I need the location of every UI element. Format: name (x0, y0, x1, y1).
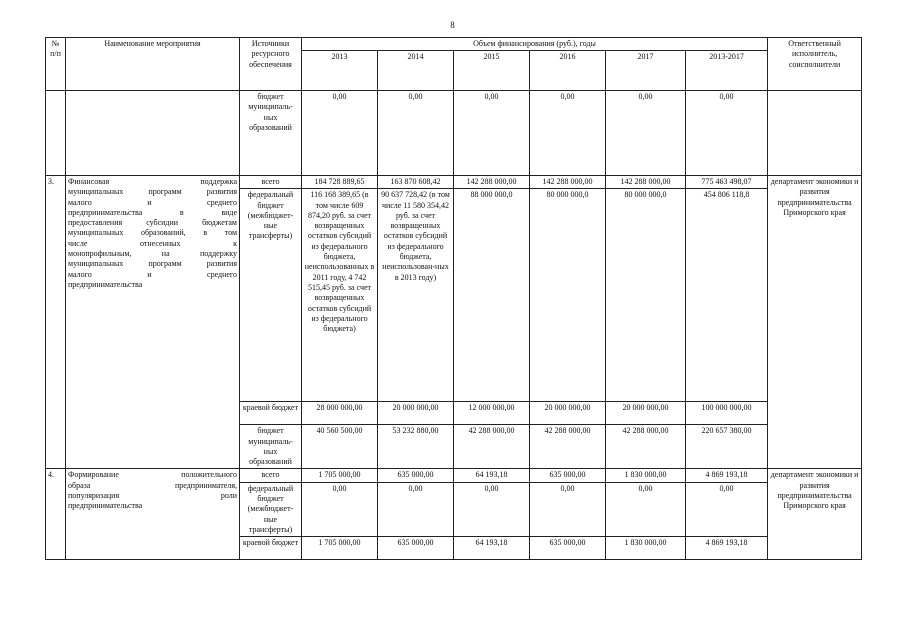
value-cell: 142 288 000,00 (454, 176, 530, 189)
value-cell: 635 000,00 (530, 537, 606, 560)
header-row (46, 38, 862, 51)
value-cell: 4 869 193,18 (686, 537, 768, 560)
funding-table (45, 37, 862, 560)
value-cell: 220 657 380,00 (686, 425, 768, 469)
value-cell: 0,00 (454, 482, 530, 536)
value-cell: 42 288 000,00 (530, 425, 606, 469)
header-year: 2015 (454, 51, 530, 91)
value-cell: 0,00 (454, 91, 530, 176)
table-row (46, 91, 862, 176)
source-cell: федеральный бюджет (межбюджет-ные трансферты) (240, 189, 302, 402)
value-cell: 0,00 (606, 482, 686, 536)
value-cell: 0,00 (530, 482, 606, 536)
value-cell: 1 830 000,00 (606, 537, 686, 560)
value-cell: 42 288 000,00 (606, 425, 686, 469)
item-number: 4. (46, 469, 66, 560)
table-row (46, 469, 862, 482)
value-cell: 0,00 (686, 482, 768, 536)
value-cell: 0,00 (378, 482, 454, 536)
value-cell: 142 288 000,00 (606, 176, 686, 189)
source-cell: бюджет муниципаль-ных образований (240, 91, 302, 176)
responsible-cell: департамент экономики и развития предпринимательства Приморского края (768, 176, 862, 469)
value-cell: 0,00 (378, 91, 454, 176)
item-number: 3. (46, 176, 66, 469)
value-cell: 20 000 000,00 (530, 402, 606, 425)
header-name: Наименование мероприятия (66, 38, 240, 91)
value-cell: 12 000 000,00 (454, 402, 530, 425)
value-cell: 184 728 889,65 (302, 176, 378, 189)
value-cell: 0,00 (530, 91, 606, 176)
header-year: 2014 (378, 51, 454, 91)
value-cell: 80 000 000,0 (530, 189, 606, 402)
value-cell: 1 705 000,00 (302, 537, 378, 560)
source-cell: бюджет муниципаль-ных образований (240, 425, 302, 469)
value-cell: 42 288 000,00 (454, 425, 530, 469)
source-cell: всего (240, 176, 302, 189)
value-cell: 100 000 000,00 (686, 402, 768, 425)
value-cell: 20 000 000,00 (378, 402, 454, 425)
value-cell: 1 705 000,00 (302, 469, 378, 482)
header-funding: Объем финансирования (руб.), годы (302, 38, 768, 51)
value-cell: 53 232 880,00 (378, 425, 454, 469)
value-cell: 28 000 000,00 (302, 402, 378, 425)
value-cell: 0,00 (686, 91, 768, 176)
value-cell: 142 288 000,00 (530, 176, 606, 189)
value-cell: 64 193,18 (454, 537, 530, 560)
item-name: Формирование положительного образа предпринимателя, популяризация роли предпринимательства (66, 469, 240, 560)
value-cell: 116 168 389,65 (в том числе 609 874,20 руб. за счет возвращенных остатков субсидий из федерального бюджета, неиспользованных в 2011 году, 4 742 515,45 руб. за счет возвращенных остатков субсидий из федерального бюджета) (302, 189, 378, 402)
value-cell: 80 000 000,0 (606, 189, 686, 402)
item-name: Финансовая поддержка муниципальных программ развития малого и среднего предпринимательства в виде предоставления субсидии бюджетам муниципальных образований, в том числе отнесенных к монопрофильным, на поддержку муниципальных программ развития малого и среднего предпринимательства (66, 176, 240, 469)
value-cell: 0,00 (302, 91, 378, 176)
value-cell: 20 000 000,00 (606, 402, 686, 425)
header-year: 2013 (302, 51, 378, 91)
value-cell: 4 869 193,18 (686, 469, 768, 482)
source-cell: всего (240, 469, 302, 482)
value-cell: 163 870 608,42 (378, 176, 454, 189)
responsible-cell: департамент экономики и развития предпринимательства Приморского края (768, 469, 862, 560)
value-cell: 0,00 (606, 91, 686, 176)
header-year: 2016 (530, 51, 606, 91)
value-cell: 635 000,00 (378, 469, 454, 482)
source-cell: краевой бюджет (240, 402, 302, 425)
table-row (46, 176, 862, 189)
header-year: 2013-2017 (686, 51, 768, 91)
value-cell: 64 193,18 (454, 469, 530, 482)
value-cell: 88 000 000,0 (454, 189, 530, 402)
header-responsible: Ответственный исполнитель, соисполнители (768, 38, 862, 91)
value-cell: 635 000,00 (378, 537, 454, 560)
header-sources: Источники ресурсного обеспечения (240, 38, 302, 91)
value-cell: 0,00 (302, 482, 378, 536)
value-cell: 454 806 118,8 (686, 189, 768, 402)
value-cell: 1 830 000,00 (606, 469, 686, 482)
value-cell: 635 000,00 (530, 469, 606, 482)
header-num: № п/п (46, 38, 66, 91)
value-cell: 40 560 500,00 (302, 425, 378, 469)
value-cell: 775 463 498,07 (686, 176, 768, 189)
value-cell: 90 637 728,42 (в том числе 11 580 354,42 руб. за счет возвращенных остатков субсидий из федерального бюджета, неиспользован-ных в 2013 году) (378, 189, 454, 402)
page-number: 8 (450, 20, 455, 30)
source-cell: федеральный бюджет (межбюджет-ные трансферты) (240, 482, 302, 536)
header-year: 2017 (606, 51, 686, 91)
source-cell: краевой бюджет (240, 537, 302, 560)
